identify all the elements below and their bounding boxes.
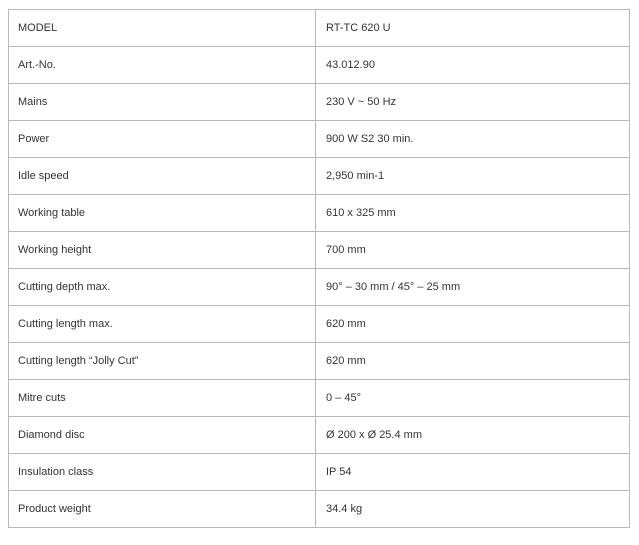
spec-label: Idle speed xyxy=(9,158,316,195)
table-row xyxy=(9,269,630,306)
spec-value: RT-TC 620 U xyxy=(316,10,630,47)
table-row xyxy=(9,195,630,232)
spec-value: 2,950 min-1 xyxy=(316,158,630,195)
spec-label: Cutting depth max. xyxy=(9,269,316,306)
spec-label: Diamond disc xyxy=(9,417,316,454)
spec-value: 230 V ~ 50 Hz xyxy=(316,84,630,121)
spec-value: 34.4 kg xyxy=(316,491,630,528)
spec-value: 43.012.90 xyxy=(316,47,630,84)
table-row xyxy=(9,121,630,158)
table-row xyxy=(9,380,630,417)
spec-label: MODEL xyxy=(9,10,316,47)
spec-label: Working table xyxy=(9,195,316,232)
table-row xyxy=(9,417,630,454)
table-row xyxy=(9,491,630,528)
spec-label: Power xyxy=(9,121,316,158)
table-row xyxy=(9,84,630,121)
spec-value: 900 W S2 30 min. xyxy=(316,121,630,158)
spec-label: Cutting length max. xyxy=(9,306,316,343)
table-row xyxy=(9,47,630,84)
spec-value: Ø 200 x Ø 25.4 mm xyxy=(316,417,630,454)
spec-value: 90° – 30 mm / 45° – 25 mm xyxy=(316,269,630,306)
table-row xyxy=(9,306,630,343)
spec-value: 620 mm xyxy=(316,306,630,343)
spec-label: Product weight xyxy=(9,491,316,528)
table-row xyxy=(9,158,630,195)
spec-value: 610 x 325 mm xyxy=(316,195,630,232)
spec-label: Cutting length “Jolly Cut” xyxy=(9,343,316,380)
table-row xyxy=(9,343,630,380)
table-row xyxy=(9,454,630,491)
spec-value: 700 mm xyxy=(316,232,630,269)
spec-table xyxy=(8,9,630,528)
spec-label: Mitre cuts xyxy=(9,380,316,417)
table-row xyxy=(9,10,630,47)
spec-value: 0 – 45° xyxy=(316,380,630,417)
spec-label: Insulation class xyxy=(9,454,316,491)
spec-label: Mains xyxy=(9,84,316,121)
spec-value: 620 mm xyxy=(316,343,630,380)
spec-label: Art.-No. xyxy=(9,47,316,84)
table-row xyxy=(9,232,630,269)
spec-value: IP 54 xyxy=(316,454,630,491)
spec-label: Working height xyxy=(9,232,316,269)
